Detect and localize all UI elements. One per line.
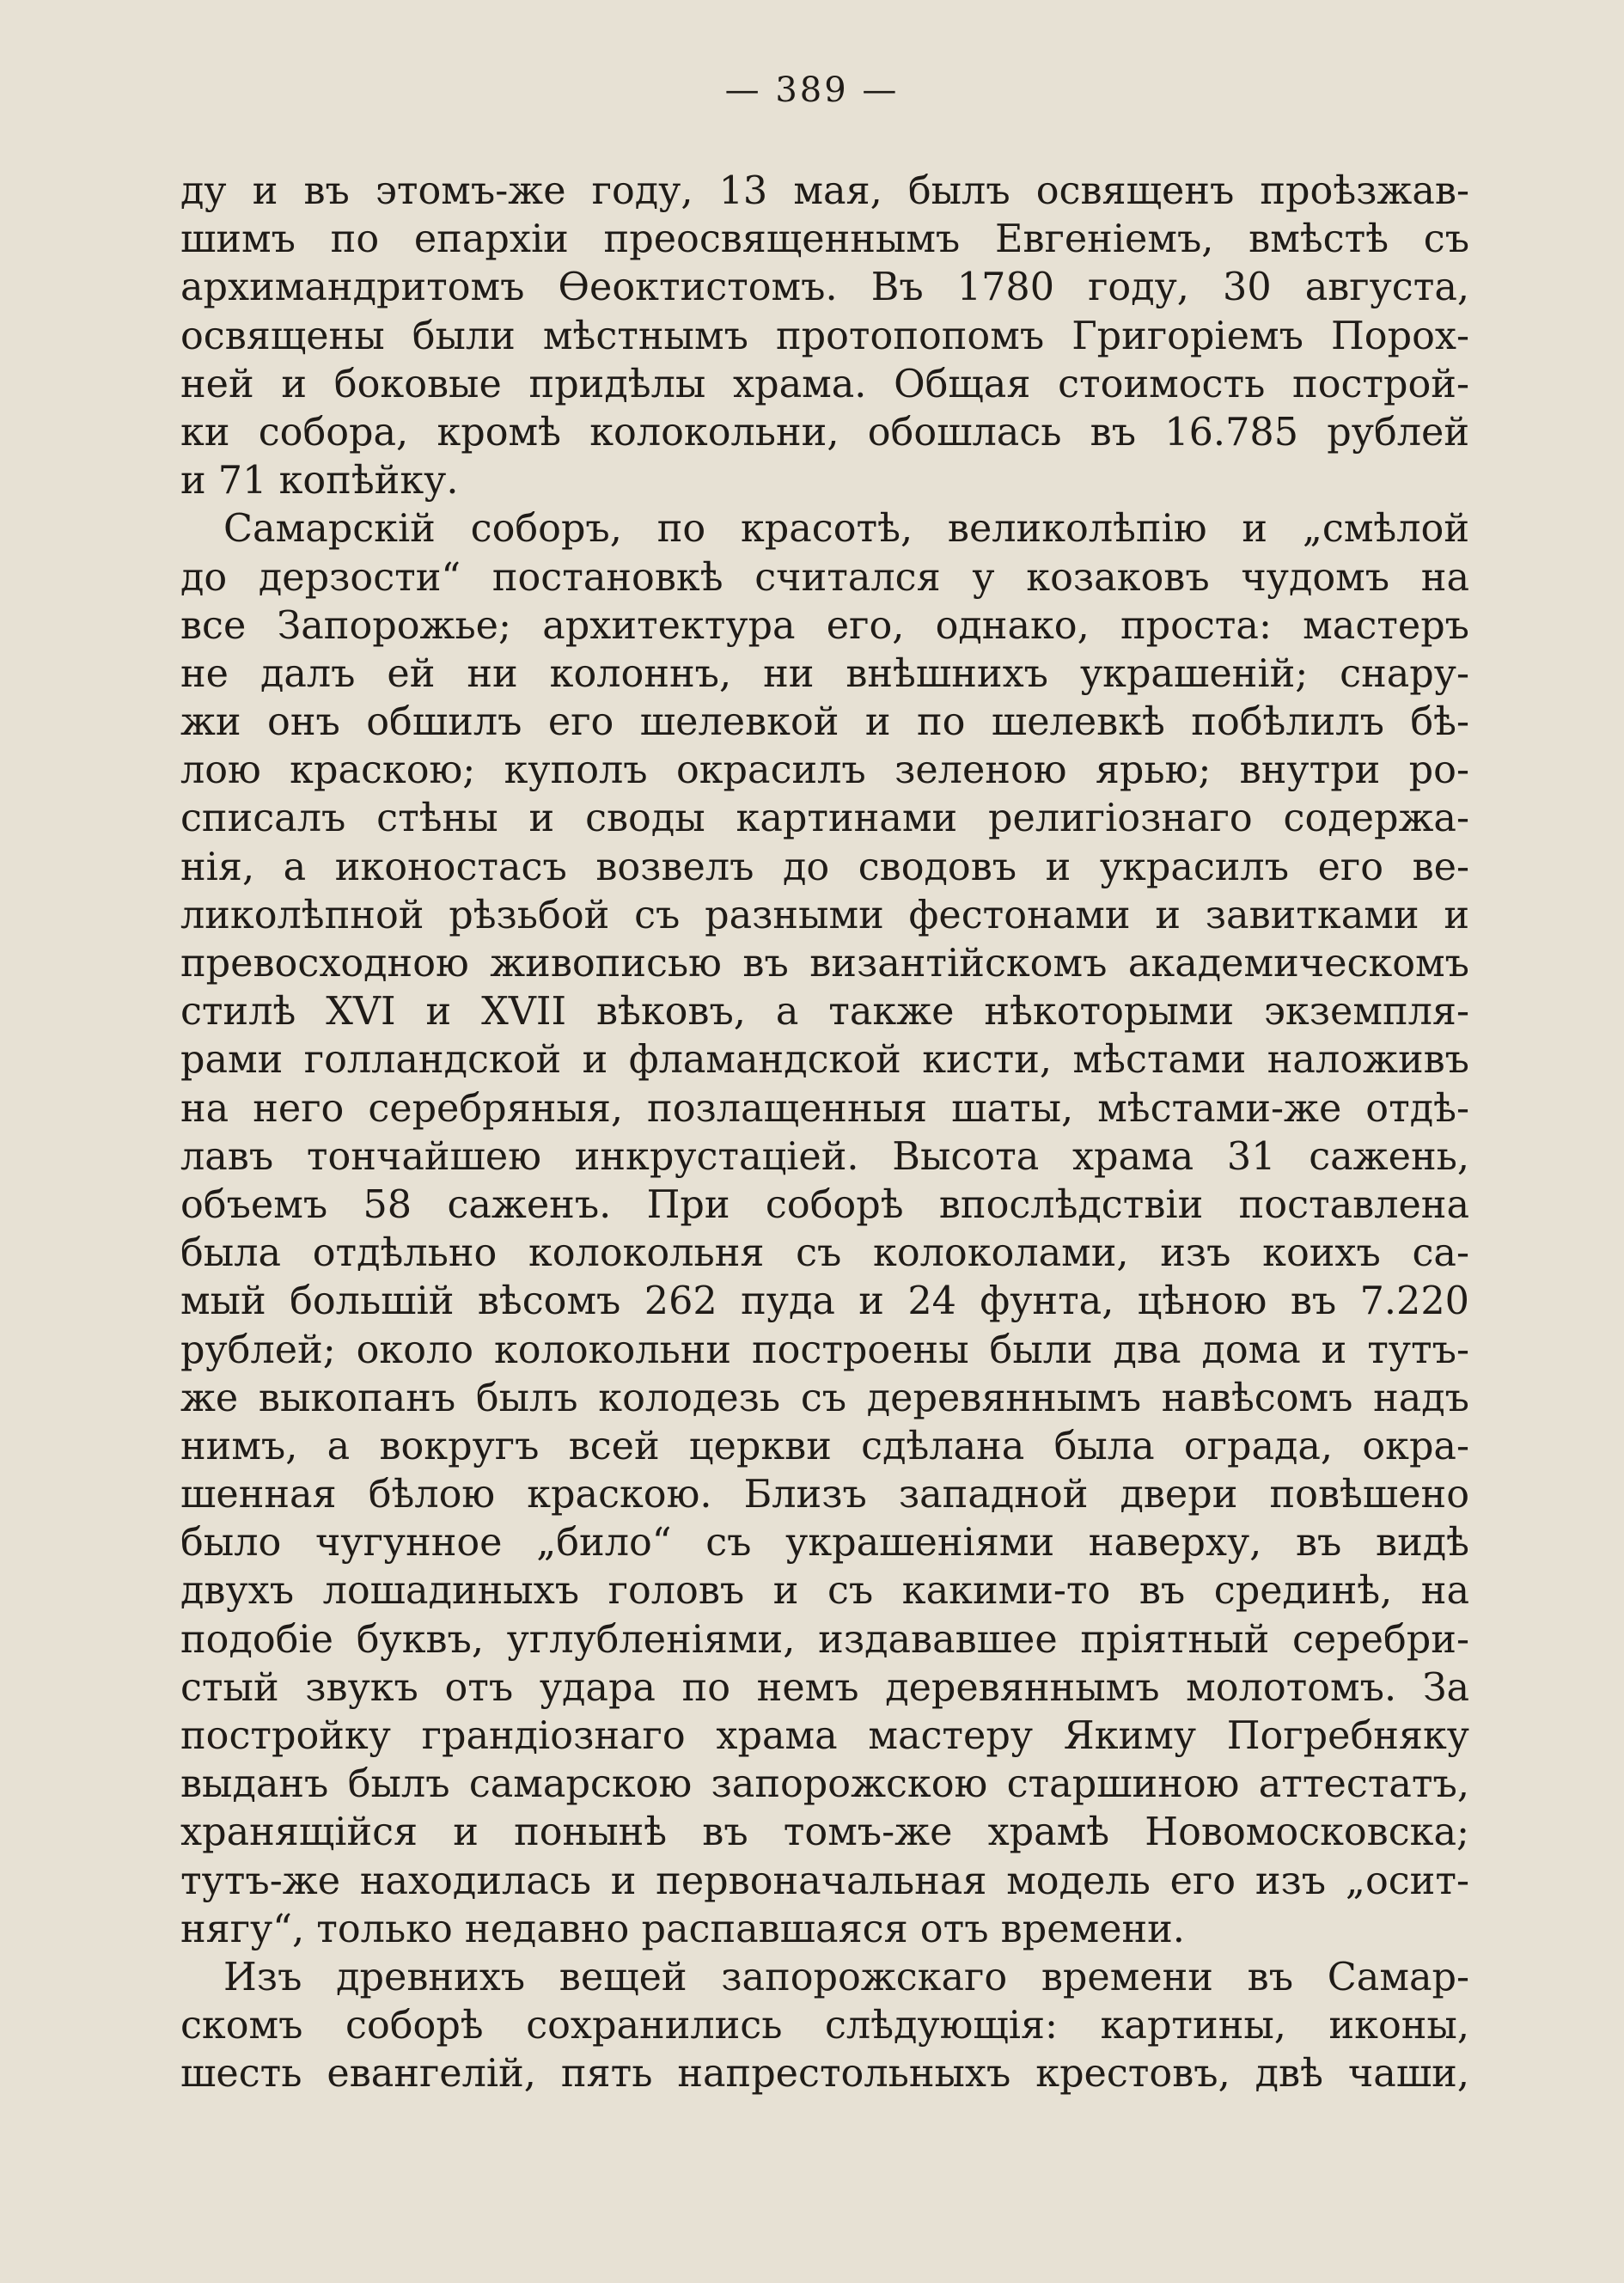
text-line: до дерзости“ постановкѣ считался у козаковъ чудомъ на <box>180 555 1469 600</box>
text-line: лавъ тончайшею инкрустаціей. Высота храма 31 сажень, <box>180 1134 1469 1179</box>
text-line: была отдѣльно колокольня съ колоколами, изъ коихъ са- <box>180 1231 1469 1276</box>
text-line: шесть евангелій, пять напрестольныхъ крестовъ, двѣ чаши, <box>180 2052 1469 2097</box>
text-line: ней и боковые придѣлы храма. Общая стоимость построй- <box>180 362 1469 406</box>
text-line: стилѣ XVI и XVII вѣковъ, а также нѣкоторыми экземпля- <box>180 990 1469 1035</box>
text-line: Самарскій соборъ, по красотѣ, великолѣпію и „смѣлой <box>223 507 1469 552</box>
text-line: же выкопанъ былъ колодезь съ деревяннымъ навѣсомъ надъ <box>180 1376 1469 1420</box>
text-line: скомъ соборѣ сохранились слѣдующія: картины, иконы, <box>180 2004 1469 2048</box>
text-line: шенная бѣлою краскою. Близъ западной двери повѣшено <box>180 1473 1469 1517</box>
text-line: превосходною живописью въ византійскомъ академическомъ <box>180 942 1469 986</box>
text-line: тутъ-же находилась и первоначальная модель его изъ „осит- <box>180 1859 1469 1903</box>
text-line: нія, а иконостасъ возвелъ до сводовъ и украсилъ его ве- <box>180 845 1469 889</box>
text-line: освящены были мѣстнымъ протопопомъ Григоріемъ Порох- <box>180 314 1469 358</box>
text-line: двухъ лошадиныхъ головъ и съ какими-то въ срединѣ, на <box>180 1569 1469 1614</box>
text-line: и 71 копѣйку. <box>180 459 459 504</box>
text-line: жи онъ обшилъ его шелевкой и по шелевкѣ побѣлилъ бѣ- <box>180 700 1469 745</box>
text-line: архимандритомъ Ѳеоктистомъ. Въ 1780 году, 30 августа, <box>180 266 1469 310</box>
text-line: рублей; около колокольни построены были два дома и тутъ- <box>180 1328 1469 1372</box>
text-line: подобіе буквъ, углубленіями, издававшее пріятный серебри- <box>180 1617 1469 1662</box>
text-line: лою краскою; куполъ окрасилъ зеленою ярью; внутри ро- <box>180 748 1469 793</box>
text-line: нимъ, а вокругъ всей церкви сдѣлана была ограда, окра- <box>180 1424 1469 1468</box>
text-line: на него серебряныя, позлащенныя шаты, мѣстами-же отдѣ- <box>180 1086 1469 1131</box>
text-line: Изъ древнихъ вещей запорожскаго времени въ Самар- <box>223 1955 1469 1999</box>
text-line: ду и въ этомъ-же году, 13 мая, былъ освященъ проѣзжав- <box>180 169 1469 213</box>
text-line: объемъ 58 саженъ. При соборѣ впослѣдствіи поставлена <box>180 1182 1469 1227</box>
body-text <box>180 168 1469 2099</box>
text-line: мый большій вѣсомъ 262 пуда и 24 фунта, цѣною въ 7.220 <box>180 1279 1469 1324</box>
text-line: хранящійся и понынѣ въ томъ-же храмѣ Новомосковска; <box>180 1810 1469 1855</box>
text-line: шимъ по епархіи преосвященнымъ Евгеніемъ, вмѣстѣ съ <box>180 217 1469 262</box>
text-line: списалъ стѣны и своды картинами религіознаго содержа- <box>180 797 1469 841</box>
text-line: рами голландской и фламандской кисти, мѣстами наложивъ <box>180 1038 1469 1083</box>
text-line: выданъ былъ самарскою запорожскою старшиною аттестатъ, <box>180 1762 1469 1807</box>
text-line: постройку грандіознаго храма мастеру Якиму Погребняку <box>180 1714 1469 1758</box>
text-line: было чугунное „било“ съ украшеніями наверху, въ видѣ <box>180 1521 1469 1566</box>
text-line: все Запорожье; архитектура его, однако, проста: мастеръ <box>180 603 1469 648</box>
text-line: нягу“, только недавно распавшаяся отъ времени. <box>180 1907 1185 1951</box>
page-number: — 389 — <box>724 70 900 110</box>
text-line: не далъ ей ни колоннъ, ни внѣшнихъ украшеній; снару- <box>180 651 1469 696</box>
text-line: стый звукъ отъ удара по немъ деревяннымъ молотомъ. За <box>180 1665 1469 1710</box>
text-line: ликолѣпной рѣзьбой съ разными фестонами и завитками и <box>180 893 1469 937</box>
text-line: ки собора, кромѣ колокольни, обошлась въ 16.785 рублей <box>180 410 1469 455</box>
